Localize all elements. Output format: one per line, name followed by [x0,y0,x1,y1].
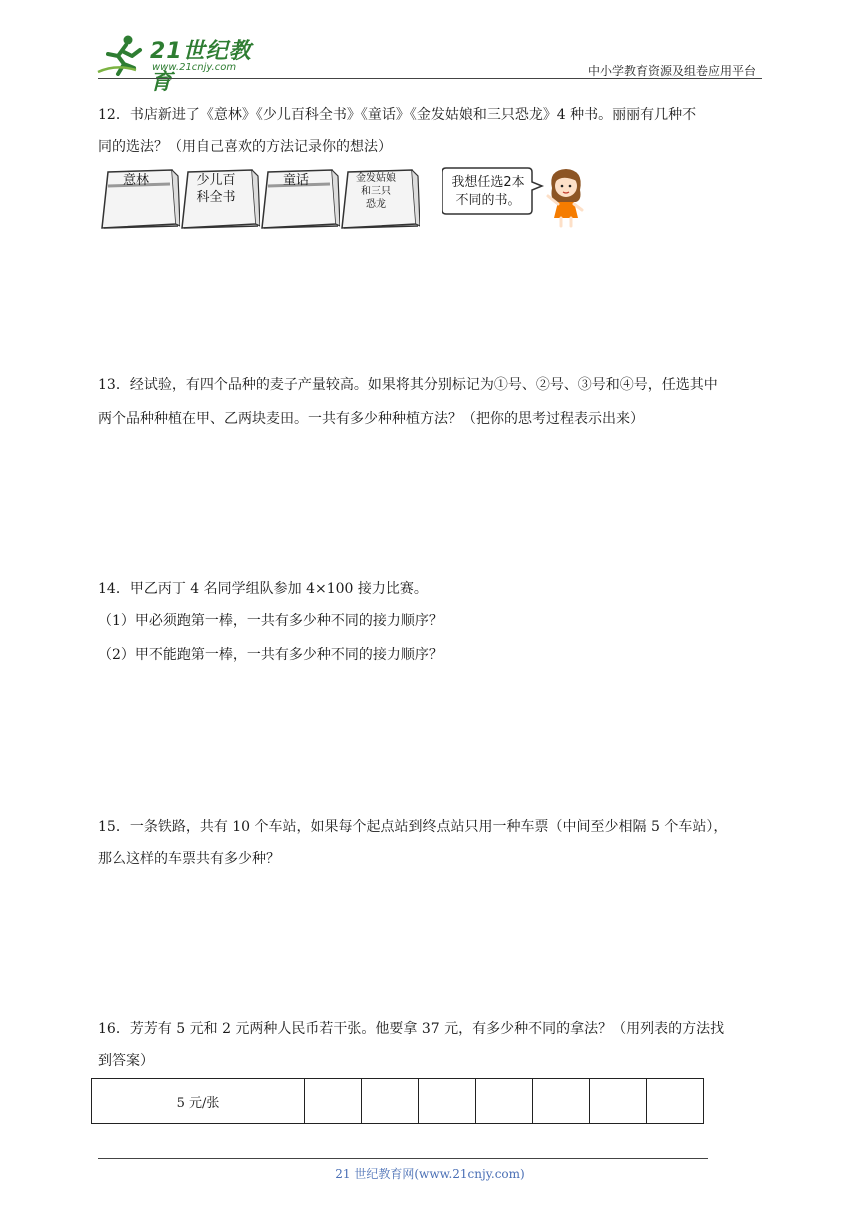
book-yilin [100,168,174,226]
question-15-line-2: 那么这样的车票共有多少种？ [98,851,280,867]
logo-title: 21世纪教育 [150,39,252,95]
question-16-line-2: 到答案） [98,1053,154,1069]
money-table [91,1078,704,1124]
question-13-line-1: 13．经试验，有四个品种的麦子产量较高。如果将其分别标记为①号、②号、③号和④号，任选其中 [98,377,718,393]
footer-text: 21 世纪教育网(www.21cnjy.com) [335,1167,525,1181]
platform-name: 中小学教育资源及组卷应用平台 [587,64,756,78]
speech-bubble-text: 我想任选2本 不同的书。 [451,175,525,208]
table-header-cell: 5 元/张 [92,1079,305,1124]
site-logo [96,34,266,95]
footer-divider [98,1158,708,1159]
book-label-yilin: 意林 [122,173,149,188]
question-14-line-1: 14．甲乙丙丁 4 名同学组队参加 4×100 接力比赛。 [98,581,428,597]
question-14-line-3: （2）甲不能跑第一棒，一共有多少种不同的接力顺序？ [98,647,443,663]
book-goldilocks [340,168,414,226]
question-12-line-2: 同的选法？（用自己喜欢的方法记录你的想法） [98,139,392,155]
book-fairy-tales [260,168,334,226]
header-divider [98,78,762,79]
book-illustrations [98,166,618,232]
table-cell[interactable] [590,1079,647,1124]
book-label-fairy-tales: 童话 [282,173,309,188]
table-cell[interactable] [305,1079,362,1124]
table-row [92,1079,704,1124]
logo-url: www.21cnjy.com [152,62,237,73]
table-cell[interactable] [647,1079,704,1124]
question-13-line-2: 两个品种种植在甲、乙两块麦田。一共有多少种种植方法？（把你的思考过程表示出来） [98,411,644,427]
question-16-line-1: 16．芳芳有 5 元和 2 元两种人民币若干张。他要拿 37 元，有多少种不同的拿法？（用列表的方法找 [98,1021,725,1037]
book-label-goldilocks: 金发姑娘 和三只 恐龙 [356,173,396,210]
question-15-line-1: 15．一条铁路，共有 10 个车站，如果每个起点站到终点站只用一种车票（中间至少相隔 5 个车站）， [98,819,728,835]
question-12-line-1: 12．书店新进了《意林》《少儿百科全书》《童话》《金发姑娘和三只恐龙》4 种书。丽丽有几种不 [98,107,697,123]
table-cell[interactable] [419,1079,476,1124]
book-encyclopedia [180,168,254,226]
question-14-line-2: （1）甲必须跑第一棒，一共有多少种不同的接力顺序？ [98,613,443,629]
book-label-encyclopedia: 少儿百 科全书 [196,173,236,205]
girl-icon [542,166,590,228]
table-cell[interactable] [362,1079,419,1124]
speech-bubble [442,166,532,216]
runner-icon [96,34,152,76]
table-cell[interactable] [533,1079,590,1124]
table-cell[interactable] [476,1079,533,1124]
